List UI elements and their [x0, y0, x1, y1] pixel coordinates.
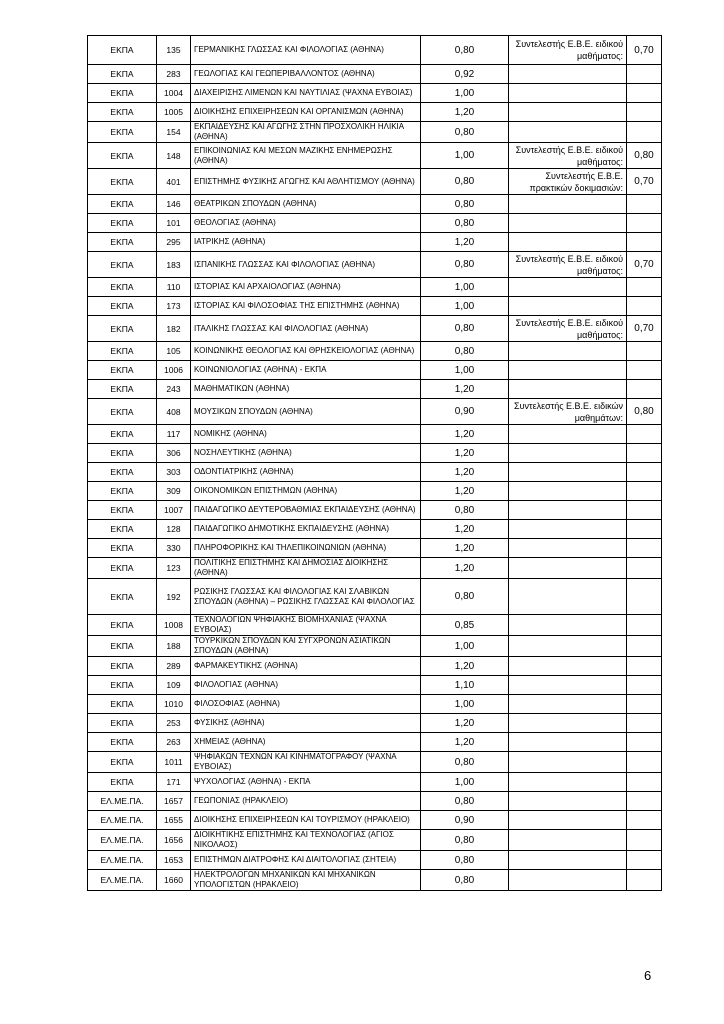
- note-cell: Συντελεστής Ε.Β.Ε. ειδικού μαθήματος:: [509, 316, 627, 342]
- code-cell: 154: [157, 122, 191, 143]
- institution-cell: ΕΛ.ΜΕ.ΠΑ.: [88, 870, 157, 891]
- code-cell: 171: [157, 773, 191, 792]
- institution-cell: ΕΚΠΑ: [88, 425, 157, 444]
- note-value-cell: [627, 657, 662, 676]
- coefficient-cell: 1,00: [421, 143, 509, 169]
- table-row: [88, 870, 662, 891]
- note-cell: [509, 501, 627, 520]
- institution-cell: ΕΚΠΑ: [88, 444, 157, 463]
- note-value-cell: [627, 103, 662, 122]
- note-value-cell: [627, 84, 662, 103]
- institution-cell: ΕΚΠΑ: [88, 214, 157, 233]
- code-cell: 117: [157, 425, 191, 444]
- department-cell: ΔΙΟΙΚΗΤΙΚΗΣ ΕΠΙΣΤΗΜΗΣ ΚΑΙ ΤΕΧΝΟΛΟΓΙΑΣ (ΑΓΙΟΣ ΝΙΚΟΛΑΟΣ): [191, 830, 421, 851]
- note-cell: Συντελεστής Ε.Β.Ε. ειδικού μαθήματος:: [509, 36, 627, 65]
- department-cell: ΓΕΩΛΟΓΙΑΣ ΚΑΙ ΓΕΩΠΕΡΙΒΑΛΛΟΝΤΟΣ (ΑΘΗΝΑ): [191, 65, 421, 84]
- note-cell: [509, 657, 627, 676]
- note-cell: [509, 122, 627, 143]
- table-row: [88, 233, 662, 252]
- code-cell: 401: [157, 169, 191, 195]
- institution-cell: ΕΚΠΑ: [88, 361, 157, 380]
- coefficient-cell: 1,00: [421, 84, 509, 103]
- department-cell: ΕΠΙΚΟΙΝΩΝΙΑΣ ΚΑΙ ΜΕΣΩΝ ΜΑΖΙΚΗΣ ΕΝΗΜΕΡΩΣΗΣ (ΑΘΗΝΑ): [191, 143, 421, 169]
- note-value-cell: 0,80: [627, 143, 662, 169]
- coefficient-cell: 1,20: [421, 558, 509, 579]
- institution-cell: ΕΚΠΑ: [88, 195, 157, 214]
- note-value-cell: 0,70: [627, 252, 662, 278]
- department-cell: ΝΟΜΙΚΗΣ (ΑΘΗΝΑ): [191, 425, 421, 444]
- institution-cell: ΕΚΠΑ: [88, 615, 157, 636]
- note-value-cell: [627, 342, 662, 361]
- department-cell: ΝΟΣΗΛΕΥΤΙΚΗΣ (ΑΘΗΝΑ): [191, 444, 421, 463]
- note-cell: Συντελεστής Ε.Β.Ε. πρακτικών δοκιμασιών:: [509, 169, 627, 195]
- code-cell: 1006: [157, 361, 191, 380]
- department-cell: ΠΑΙΔΑΓΩΓΙΚΟ ΔΗΜΟΤΙΚΗΣ ΕΚΠΑΙΔΕΥΣΗΣ (ΑΘΗΝΑ): [191, 520, 421, 539]
- note-value-cell: [627, 773, 662, 792]
- note-cell: Συντελεστής Ε.Β.Ε. ειδικού μαθήματος:: [509, 252, 627, 278]
- code-cell: 283: [157, 65, 191, 84]
- department-cell: ΘΕΟΛΟΓΙΑΣ (ΑΘΗΝΑ): [191, 214, 421, 233]
- table-row: [88, 773, 662, 792]
- note-value-cell: [627, 676, 662, 695]
- note-value-cell: [627, 714, 662, 733]
- table-row: [88, 297, 662, 316]
- note-value-cell: [627, 122, 662, 143]
- table-row: [88, 65, 662, 84]
- note-value-cell: [627, 233, 662, 252]
- code-cell: 1656: [157, 830, 191, 851]
- note-value-cell: [627, 792, 662, 811]
- note-cell: [509, 65, 627, 84]
- note-cell: [509, 558, 627, 579]
- coefficient-cell: 0,80: [421, 316, 509, 342]
- coefficient-cell: 1,20: [421, 425, 509, 444]
- note-value-cell: [627, 520, 662, 539]
- note-cell: [509, 380, 627, 399]
- institution-cell: ΕΚΠΑ: [88, 297, 157, 316]
- institution-cell: ΕΚΠΑ: [88, 695, 157, 714]
- note-value-cell: [627, 695, 662, 714]
- note-cell: [509, 676, 627, 695]
- coefficient-cell: 0,92: [421, 65, 509, 84]
- table-row: [88, 501, 662, 520]
- coefficient-cell: 0,80: [421, 252, 509, 278]
- coefficient-cell: 0,80: [421, 792, 509, 811]
- code-cell: 289: [157, 657, 191, 676]
- coefficient-cell: 1,20: [421, 233, 509, 252]
- institution-cell: ΕΚΠΑ: [88, 122, 157, 143]
- code-cell: 1008: [157, 615, 191, 636]
- institution-cell: ΕΚΠΑ: [88, 482, 157, 501]
- coefficient-cell: 0,80: [421, 214, 509, 233]
- coefficient-cell: 1,20: [421, 463, 509, 482]
- institution-cell: ΕΚΠΑ: [88, 463, 157, 482]
- department-cell: ΔΙΑΧΕΙΡΙΣΗΣ ΛΙΜΕΝΩΝ ΚΑΙ ΝΑΥΤΙΛΙΑΣ (ΨΑΧΝΑ ΕΥΒΟΙΑΣ): [191, 84, 421, 103]
- table-row: [88, 214, 662, 233]
- table-row: [88, 425, 662, 444]
- institution-cell: ΕΛ.ΜΕ.ΠΑ.: [88, 851, 157, 870]
- institution-cell: ΕΚΠΑ: [88, 501, 157, 520]
- note-cell: [509, 733, 627, 752]
- table-row: [88, 361, 662, 380]
- note-value-cell: [627, 195, 662, 214]
- department-cell: ΙΑΤΡΙΚΗΣ (ΑΘΗΝΑ): [191, 233, 421, 252]
- institution-cell: ΕΚΠΑ: [88, 36, 157, 65]
- note-value-cell: 0,70: [627, 316, 662, 342]
- coefficient-cell: 0,90: [421, 399, 509, 425]
- institution-cell: ΕΛ.ΜΕ.ΠΑ.: [88, 830, 157, 851]
- table-row: [88, 539, 662, 558]
- note-value-cell: 0,70: [627, 36, 662, 65]
- coefficient-cell: 1,20: [421, 539, 509, 558]
- institution-cell: ΕΚΠΑ: [88, 636, 157, 657]
- table-row: [88, 482, 662, 501]
- coefficient-cell: 0,80: [421, 169, 509, 195]
- department-cell: ΙΤΑΛΙΚΗΣ ΓΛΩΣΣΑΣ ΚΑΙ ΦΙΛΟΛΟΓΙΑΣ (ΑΘΗΝΑ): [191, 316, 421, 342]
- institution-cell: ΕΚΠΑ: [88, 657, 157, 676]
- table-row: [88, 714, 662, 733]
- note-value-cell: [627, 463, 662, 482]
- note-value-cell: [627, 425, 662, 444]
- code-cell: 1011: [157, 752, 191, 773]
- coefficient-cell: 0,85: [421, 615, 509, 636]
- note-value-cell: [627, 444, 662, 463]
- code-cell: 173: [157, 297, 191, 316]
- code-cell: 182: [157, 316, 191, 342]
- table-row: [88, 558, 662, 579]
- institution-cell: ΕΚΠΑ: [88, 733, 157, 752]
- table-row: [88, 122, 662, 143]
- note-value-cell: [627, 615, 662, 636]
- institution-cell: ΕΚΠΑ: [88, 558, 157, 579]
- department-cell: ΓΕΩΠΟΝΙΑΣ (ΗΡΑΚΛΕΙΟ): [191, 792, 421, 811]
- table-row: [88, 579, 662, 615]
- department-cell: ΚΟΙΝΩΝΙΚΗΣ ΘΕΟΛΟΓΙΑΣ ΚΑΙ ΘΡΗΣΚΕΙΟΛΟΓΙΑΣ (ΑΘΗΝΑ): [191, 342, 421, 361]
- department-cell: ΙΣΤΟΡΙΑΣ ΚΑΙ ΑΡΧΑΙΟΛΟΓΙΑΣ (ΑΘΗΝΑ): [191, 278, 421, 297]
- table-row: [88, 733, 662, 752]
- department-cell: ΦΙΛΟΛΟΓΙΑΣ (ΑΘΗΝΑ): [191, 676, 421, 695]
- institution-cell: ΕΚΠΑ: [88, 380, 157, 399]
- institution-cell: ΕΚΠΑ: [88, 773, 157, 792]
- department-cell: ΦΑΡΜΑΚΕΥΤΙΚΗΣ (ΑΘΗΝΑ): [191, 657, 421, 676]
- institution-cell: ΕΚΠΑ: [88, 316, 157, 342]
- note-cell: [509, 870, 627, 891]
- table-row: [88, 752, 662, 773]
- code-cell: 253: [157, 714, 191, 733]
- coefficient-cell: 1,00: [421, 361, 509, 380]
- code-cell: 303: [157, 463, 191, 482]
- coefficient-cell: 0,80: [421, 870, 509, 891]
- code-cell: 1655: [157, 811, 191, 830]
- table-row: [88, 195, 662, 214]
- table-row: [88, 380, 662, 399]
- table-row: [88, 84, 662, 103]
- code-cell: 1653: [157, 851, 191, 870]
- coefficient-cell: 1,20: [421, 714, 509, 733]
- note-cell: [509, 636, 627, 657]
- coefficient-cell: 0,90: [421, 811, 509, 830]
- note-value-cell: [627, 752, 662, 773]
- note-value-cell: [627, 214, 662, 233]
- coefficient-cell: 0,80: [421, 851, 509, 870]
- coefficient-cell: 0,80: [421, 501, 509, 520]
- note-cell: [509, 444, 627, 463]
- note-value-cell: [627, 65, 662, 84]
- department-cell: ΧΗΜΕΙΑΣ (ΑΘΗΝΑ): [191, 733, 421, 752]
- institution-cell: ΕΚΠΑ: [88, 539, 157, 558]
- code-cell: 183: [157, 252, 191, 278]
- table-row: [88, 444, 662, 463]
- code-cell: 408: [157, 399, 191, 425]
- institution-cell: ΕΚΠΑ: [88, 520, 157, 539]
- department-cell: ΤΟΥΡΚΙΚΩΝ ΣΠΟΥΔΩΝ ΚΑΙ ΣΥΓΧΡΟΝΩΝ ΑΣΙΑΤΙΚΩΝ ΣΠΟΥΔΩΝ (ΑΘΗΝΑ): [191, 636, 421, 657]
- table-row: [88, 520, 662, 539]
- table-row: [88, 811, 662, 830]
- code-cell: 1005: [157, 103, 191, 122]
- coefficient-cell: 1,00: [421, 636, 509, 657]
- table-row: [88, 657, 662, 676]
- department-cell: ΦΙΛΟΣΟΦΙΑΣ (ΑΘΗΝΑ): [191, 695, 421, 714]
- note-cell: [509, 361, 627, 380]
- note-value-cell: [627, 297, 662, 316]
- note-cell: [509, 615, 627, 636]
- note-value-cell: 0,70: [627, 169, 662, 195]
- table-row: [88, 792, 662, 811]
- institution-cell: ΕΚΠΑ: [88, 252, 157, 278]
- code-cell: 263: [157, 733, 191, 752]
- note-value-cell: [627, 870, 662, 891]
- institution-cell: ΕΚΠΑ: [88, 84, 157, 103]
- code-cell: 1007: [157, 501, 191, 520]
- note-value-cell: [627, 636, 662, 657]
- code-cell: 109: [157, 676, 191, 695]
- table-row: [88, 316, 662, 342]
- code-cell: 110: [157, 278, 191, 297]
- department-cell: ΔΙΟΙΚΗΣΗΣ ΕΠΙΧΕΙΡΗΣΕΩΝ ΚΑΙ ΟΡΓΑΝΙΣΜΩΝ (ΑΘΗΝΑ): [191, 103, 421, 122]
- coefficient-cell: 1,20: [421, 520, 509, 539]
- note-cell: [509, 714, 627, 733]
- table-row: [88, 399, 662, 425]
- institution-cell: ΕΛ.ΜΕ.ΠΑ.: [88, 792, 157, 811]
- coefficient-cell: 1,20: [421, 733, 509, 752]
- coefficient-cell: 1,20: [421, 380, 509, 399]
- institution-cell: ΕΚΠΑ: [88, 399, 157, 425]
- institution-cell: ΕΚΠΑ: [88, 233, 157, 252]
- code-cell: 1660: [157, 870, 191, 891]
- note-cell: [509, 84, 627, 103]
- note-cell: [509, 214, 627, 233]
- department-cell: ΤΕΧΝΟΛΟΓΙΩΝ ΨΗΦΙΑΚΗΣ ΒΙΟΜΗΧΑΝΙΑΣ (ΨΑΧΝΑ ΕΥΒΟΙΑΣ): [191, 615, 421, 636]
- department-cell: ΕΚΠΑΙΔΕΥΣΗΣ ΚΑΙ ΑΓΩΓΗΣ ΣΤΗΝ ΠΡΟΣΧΟΛΙΚΗ ΗΛΙΚΙΑ (ΑΘΗΝΑ): [191, 122, 421, 143]
- note-cell: [509, 482, 627, 501]
- table-row: [88, 615, 662, 636]
- department-cell: ΠΛΗΡΟΦΟΡΙΚΗΣ ΚΑΙ ΤΗΛΕΠΙΚΟΙΝΩΝΙΩΝ (ΑΘΗΝΑ): [191, 539, 421, 558]
- note-value-cell: [627, 851, 662, 870]
- department-cell: ΙΣΠΑΝΙΚΗΣ ΓΛΩΣΣΑΣ ΚΑΙ ΦΙΛΟΛΟΓΙΑΣ (ΑΘΗΝΑ): [191, 252, 421, 278]
- department-cell: ΗΛΕΚΤΡΟΛΟΓΩΝ ΜΗΧΑΝΙΚΩΝ ΚΑΙ ΜΗΧΑΝΙΚΩΝ ΥΠΟΛΟΓΙΣΤΩΝ (ΗΡΑΚΛΕΙΟ): [191, 870, 421, 891]
- table-row: [88, 463, 662, 482]
- code-cell: 1010: [157, 695, 191, 714]
- department-cell: ΡΩΣΙΚΗΣ ΓΛΩΣΣΑΣ ΚΑΙ ΦΙΛΟΛΟΓΙΑΣ ΚΑΙ ΣΛΑΒΙΚΩΝ ΣΠΟΥΔΩΝ (ΑΘΗΝΑ) – ΡΩΣΙΚΗΣ ΓΛΩΣΣΑΣ ΚΑΙ ΦΙΛΟΛΟΓΙΑΣ: [191, 579, 421, 615]
- department-cell: ΦΥΣΙΚΗΣ (ΑΘΗΝΑ): [191, 714, 421, 733]
- coefficient-cell: 0,80: [421, 830, 509, 851]
- code-cell: 243: [157, 380, 191, 399]
- table-row: [88, 169, 662, 195]
- institution-cell: ΕΛ.ΜΕ.ΠΑ.: [88, 811, 157, 830]
- institution-cell: ΕΚΠΑ: [88, 714, 157, 733]
- coefficient-cell: 1,00: [421, 695, 509, 714]
- code-cell: 192: [157, 579, 191, 615]
- department-cell: ΕΠΙΣΤΗΜΩΝ ΔΙΑΤΡΟΦΗΣ ΚΑΙ ΔΙΑΙΤΟΛΟΓΙΑΣ (ΣΗΤΕΙΑ): [191, 851, 421, 870]
- note-cell: [509, 520, 627, 539]
- department-cell: ΕΠΙΣΤΗΜΗΣ ΦΥΣΙΚΗΣ ΑΓΩΓΗΣ ΚΑΙ ΑΘΛΗΤΙΣΜΟΥ (ΑΘΗΝΑ): [191, 169, 421, 195]
- coefficient-cell: 0,80: [421, 342, 509, 361]
- table-row: [88, 676, 662, 695]
- note-value-cell: [627, 830, 662, 851]
- coefficient-cell: 0,80: [421, 195, 509, 214]
- coefficient-cell: 0,80: [421, 36, 509, 65]
- department-cell: ΜΟΥΣΙΚΩΝ ΣΠΟΥΔΩΝ (ΑΘΗΝΑ): [191, 399, 421, 425]
- note-cell: [509, 195, 627, 214]
- note-cell: Συντελεστής Ε.Β.Ε. ειδικού μαθήματος:: [509, 143, 627, 169]
- code-cell: 148: [157, 143, 191, 169]
- code-cell: 135: [157, 36, 191, 65]
- institution-cell: ΕΚΠΑ: [88, 342, 157, 361]
- note-cell: [509, 297, 627, 316]
- department-cell: ΙΣΤΟΡΙΑΣ ΚΑΙ ΦΙΛΟΣΟΦΙΑΣ ΤΗΣ ΕΠΙΣΤΗΜΗΣ (ΑΘΗΝΑ): [191, 297, 421, 316]
- table-row: [88, 342, 662, 361]
- note-value-cell: [627, 558, 662, 579]
- code-cell: 309: [157, 482, 191, 501]
- table-row: [88, 695, 662, 714]
- note-cell: [509, 342, 627, 361]
- note-cell: Συντελεστής Ε.Β.Ε. ειδικών μαθημάτων:: [509, 399, 627, 425]
- code-cell: 123: [157, 558, 191, 579]
- department-cell: ΨΗΦΙΑΚΩΝ ΤΕΧΝΩΝ ΚΑΙ ΚΙΝΗΜΑΤΟΓΡΑΦΟΥ (ΨΑΧΝΑ ΕΥΒΟΙΑΣ): [191, 752, 421, 773]
- note-cell: [509, 811, 627, 830]
- department-cell: ΠΟΛΙΤΙΚΗΣ ΕΠΙΣΤΗΜΗΣ ΚΑΙ ΔΗΜΟΣΙΑΣ ΔΙΟΙΚΗΣΗΣ (ΑΘΗΝΑ): [191, 558, 421, 579]
- code-cell: 146: [157, 195, 191, 214]
- note-cell: [509, 463, 627, 482]
- table-row: [88, 103, 662, 122]
- note-value-cell: [627, 733, 662, 752]
- table-row: [88, 636, 662, 657]
- department-cell: ΟΔΟΝΤΙΑΤΡΙΚΗΣ (ΑΘΗΝΑ): [191, 463, 421, 482]
- note-value-cell: 0,80: [627, 399, 662, 425]
- table-row: [88, 851, 662, 870]
- note-value-cell: [627, 501, 662, 520]
- coefficient-cell: 1,00: [421, 278, 509, 297]
- note-cell: [509, 752, 627, 773]
- note-value-cell: [627, 361, 662, 380]
- code-cell: 105: [157, 342, 191, 361]
- table-body: [88, 36, 662, 891]
- department-cell: ΓΕΡΜΑΝΙΚΗΣ ΓΛΩΣΣΑΣ ΚΑΙ ΦΙΛΟΛΟΓΙΑΣ (ΑΘΗΝΑ): [191, 36, 421, 65]
- coefficient-cell: 1,20: [421, 482, 509, 501]
- note-value-cell: [627, 811, 662, 830]
- table-row: [88, 36, 662, 65]
- institution-cell: ΕΚΠΑ: [88, 278, 157, 297]
- coefficient-cell: 1,00: [421, 297, 509, 316]
- code-cell: 295: [157, 233, 191, 252]
- coefficient-cell: 1,20: [421, 444, 509, 463]
- note-cell: [509, 278, 627, 297]
- coefficient-cell: 1,20: [421, 103, 509, 122]
- note-value-cell: [627, 539, 662, 558]
- institution-cell: ΕΚΠΑ: [88, 65, 157, 84]
- note-cell: [509, 103, 627, 122]
- department-cell: ΔΙΟΙΚΗΣΗΣ ΕΠΙΧΕΙΡΗΣΕΩΝ ΚΑΙ ΤΟΥΡΙΣΜΟΥ (ΗΡΑΚΛΕΙΟ): [191, 811, 421, 830]
- note-cell: [509, 851, 627, 870]
- code-cell: 101: [157, 214, 191, 233]
- department-cell: ΚΟΙΝΩΝΙΟΛΟΓΙΑΣ (ΑΘΗΝΑ) - ΕΚΠΑ: [191, 361, 421, 380]
- department-cell: ΟΙΚΟΝΟΜΙΚΩΝ ΕΠΙΣΤΗΜΩΝ (ΑΘΗΝΑ): [191, 482, 421, 501]
- note-cell: [509, 539, 627, 558]
- note-value-cell: [627, 380, 662, 399]
- table-row: [88, 830, 662, 851]
- coefficient-cell: 0,80: [421, 579, 509, 615]
- note-cell: [509, 425, 627, 444]
- note-value-cell: [627, 482, 662, 501]
- code-cell: 306: [157, 444, 191, 463]
- institution-cell: ΕΚΠΑ: [88, 579, 157, 615]
- note-cell: [509, 233, 627, 252]
- institution-cell: ΕΚΠΑ: [88, 103, 157, 122]
- institution-cell: ΕΚΠΑ: [88, 169, 157, 195]
- code-cell: 1004: [157, 84, 191, 103]
- code-cell: 330: [157, 539, 191, 558]
- department-cell: ΨΥΧΟΛΟΓΙΑΣ (ΑΘΗΝΑ) - ΕΚΠΑ: [191, 773, 421, 792]
- coefficient-cell: 1,20: [421, 657, 509, 676]
- note-cell: [509, 792, 627, 811]
- department-cell: ΘΕΑΤΡΙΚΩΝ ΣΠΟΥΔΩΝ (ΑΘΗΝΑ): [191, 195, 421, 214]
- note-value-cell: [627, 579, 662, 615]
- note-value-cell: [627, 278, 662, 297]
- code-cell: 128: [157, 520, 191, 539]
- page-number: 6: [644, 968, 652, 983]
- table-row: [88, 278, 662, 297]
- note-cell: [509, 830, 627, 851]
- code-cell: 188: [157, 636, 191, 657]
- coefficient-cell: 1,10: [421, 676, 509, 695]
- coefficient-cell: 0,80: [421, 122, 509, 143]
- institution-cell: ΕΚΠΑ: [88, 752, 157, 773]
- coefficients-table: [87, 35, 662, 891]
- department-cell: ΠΑΙΔΑΓΩΓΙΚΟ ΔΕΥΤΕΡΟΒΑΘΜΙΑΣ ΕΚΠΑΙΔΕΥΣΗΣ (ΑΘΗΝΑ): [191, 501, 421, 520]
- code-cell: 1657: [157, 792, 191, 811]
- note-cell: [509, 579, 627, 615]
- note-cell: [509, 773, 627, 792]
- note-cell: [509, 695, 627, 714]
- coefficient-cell: 0,80: [421, 752, 509, 773]
- coefficient-cell: 1,00: [421, 773, 509, 792]
- department-cell: ΜΑΘΗΜΑΤΙΚΩΝ (ΑΘΗΝΑ): [191, 380, 421, 399]
- institution-cell: ΕΚΠΑ: [88, 676, 157, 695]
- table-row: [88, 252, 662, 278]
- institution-cell: ΕΚΠΑ: [88, 143, 157, 169]
- table-row: [88, 143, 662, 169]
